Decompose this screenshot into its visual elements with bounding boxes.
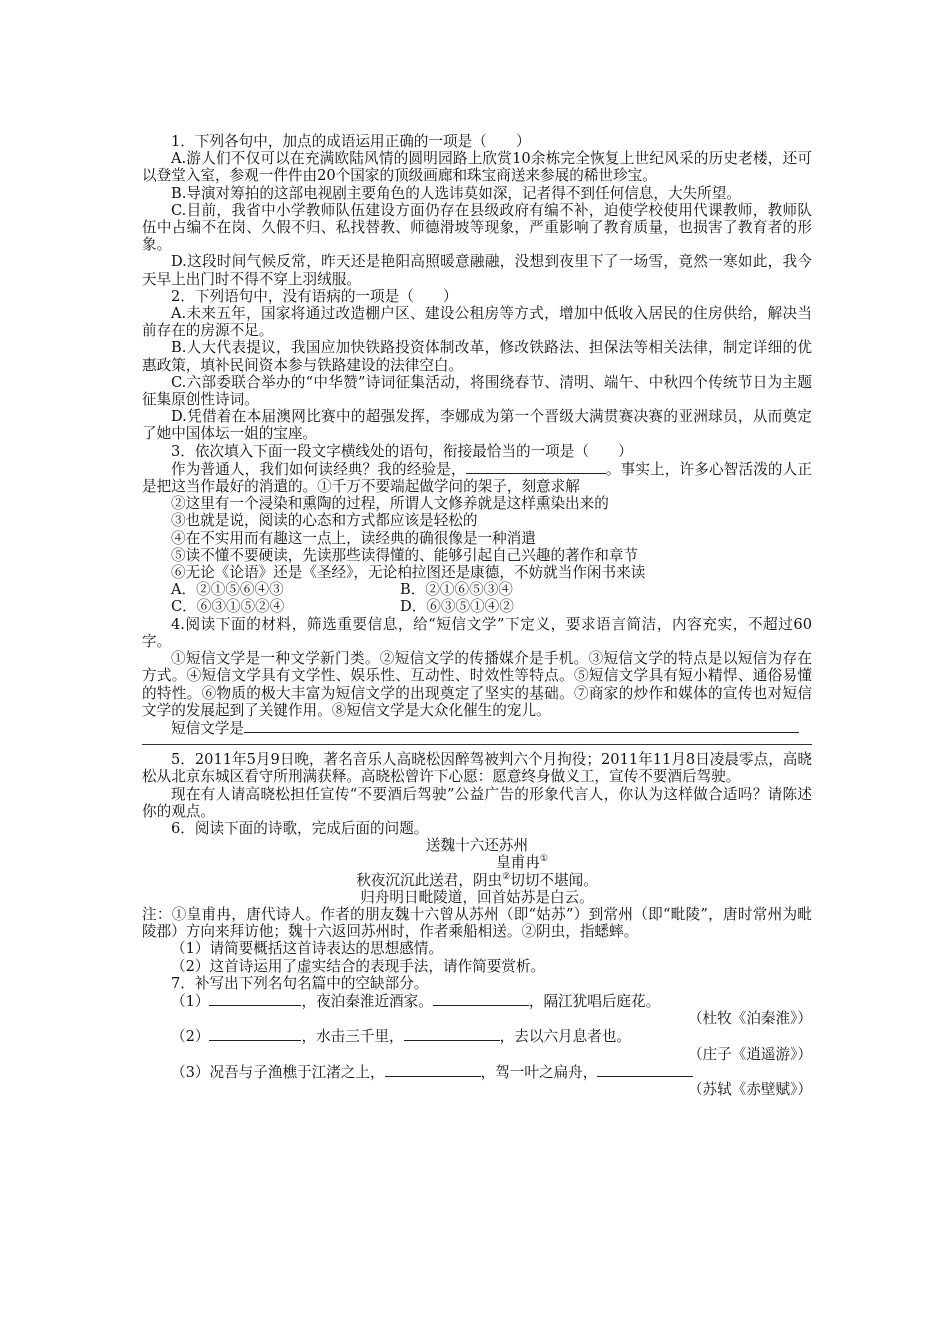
q7-line-1-end: ，隔江犹唱后庭花。 <box>528 992 661 1010</box>
q6-sub-1: （1）请简要概括这首诗表达的思想感情。 <box>171 940 443 958</box>
q2-option-b: B.人大代表提议，我国应加快铁路投资体制改革，修改铁路法、担保法等相关法律，制定详细的优惠政策，填补民间资本参与铁路建设的法律空白。 <box>142 339 812 374</box>
q4-material: ①短信文学是一种文学新门类。②短信文学的传播媒介是手机。③短信文学的特点是以短信为存在方式。④短信文学具有文学性、娱乐性、互动性、时效性等特点。⑤短信文学具有短小精悍、通俗易懂的特性。⑥物质的极大丰富为短信文学的出现奠定了坚实的基础。⑦商家的炒作和媒体的宣传也对短信文学的发展起到了关键作用。⑧短信文学是大众化催生的宠儿。 <box>142 650 812 719</box>
poem-line-1-b: 切切不堪闻。 <box>510 871 598 889</box>
q2-option-a: A.未来五年，国家将通过改造棚户区、建设公租房等方式，增加中低收入居民的住房供给，解决当前存在的房源不足。 <box>142 305 812 340</box>
q6-sub-2: （2）这首诗运用了虚实结合的表现手法，请作简要赏析。 <box>171 957 546 975</box>
q2-option-c: C.六部委联合举办的“中华赞”诗词征集活动，将围绕春节、清明、端午、中秋四个传统节日为主题征集原创性诗词。 <box>142 373 812 409</box>
q3-option-d: D．⑥③⑤①④② <box>400 598 514 616</box>
poem-author <box>142 854 812 871</box>
q3-option-a: A．②①⑤⑥④③ <box>171 581 284 599</box>
q3-item-2: ②这里有一个浸染和熏陶的过程，所谓人文修养就是这样熏染出来的 <box>171 495 609 513</box>
q1-option-d: D.这段时间气候反常，昨天还是艳阳高照暖意融融，没想到夜里下了一场雪，竟然一寒如此，我今天早上出门时不得不穿上羽绒服。 <box>142 253 812 288</box>
q2-option-d: D.凭借着在本届澳网比赛中的超强发挥，李娜成为第一个晋级大满贯赛决赛的亚洲球员，从而奠定了她中国体坛一姐的宝座。 <box>142 408 812 443</box>
q3-passage <box>142 460 812 495</box>
q4-answer-blank <box>244 719 799 733</box>
poem-line-1-a: 秋夜沉沉此送君，阴虫 <box>356 871 503 889</box>
q3-passage-end: 。事实上，许多心智活泼的人正是把这当作最好的消遣的。①千万不要端起做学问的架子，刻意求解 <box>142 460 812 496</box>
poem-author-name: 皇甫冉 <box>496 854 540 872</box>
q7-line-2 <box>142 1027 812 1045</box>
q3-options-row-1 <box>142 581 812 598</box>
q7-line-3 <box>142 1063 812 1081</box>
poem-title: 送魏十六还苏州 <box>425 837 529 855</box>
q7-stem: 7．补写出下列名句名篇中的空缺部分。 <box>171 974 429 992</box>
q2-stem: 2．下列语句中，没有语病的一项是（ ） <box>171 287 458 305</box>
q7-line-1-mid: ，夜泊秦淮近酒家。 <box>301 992 433 1010</box>
q7-line-3-mid: ，驾一叶之扁舟， <box>480 1063 598 1081</box>
q4-answer-label: 短信文学是 <box>171 719 244 737</box>
q1-option-b: B.导演对筹拍的这部电视剧主要角色的人选讳莫如深，记者得不到任何信息，大失所望。 <box>171 184 741 202</box>
q7-line-2-num: （2） <box>171 1028 210 1046</box>
q7-source-3: （苏轼《赤壁赋》） <box>687 1080 812 1098</box>
q7-blank-2 <box>433 992 529 1006</box>
q3-item-3: ③也就是说，阅读的心态和方式都应该是轻松的 <box>171 512 478 530</box>
q7-source-2: （庄子《逍遥游》） <box>687 1045 812 1063</box>
q3-stem: 3．依次填入下面一段文字横线处的语句，衔接最恰当的一项是（ ） <box>171 442 633 460</box>
q4-answer-line <box>142 719 812 737</box>
q7-blank-3 <box>209 1027 301 1041</box>
poem-note: 注：①皇甫冉，唐代诗人。作者的朋友魏十六曾从苏州（即“姑苏”）到常州（即“毗陵”，唐时常州为毗陵郡）方向来拜访他；魏十六返回苏州时，作者乘船相送。②阴虫，指蟋蟀。 <box>142 905 812 941</box>
q7-blank-5 <box>385 1063 481 1077</box>
q7-line-1-num: （1） <box>171 992 210 1010</box>
q7-blank-1 <box>209 992 301 1006</box>
poem-author-note: ① <box>539 854 548 865</box>
q3-option-b: B．②①⑥⑤③④ <box>400 581 513 599</box>
q7-line-2-mid: ，水击三千里， <box>301 1028 404 1046</box>
q7-line-1 <box>142 992 812 1010</box>
q7-line-3-start: （3）况吾与子渔樵于江渚之上， <box>171 1063 385 1081</box>
q7-line-2-end: ，去以六月息者也。 <box>499 1028 632 1046</box>
worksheet <box>142 133 812 1098</box>
q1-option-c: C.目前，我省中小学教师队伍建设方面仍存在县级政府有编不补，迫使学校使用代课教师，教师队伍中占编不在岗、久假不归、私找替教、师德滑坡等现象，严重影响了教育质量，也损害了教育者的形象。 <box>142 201 812 254</box>
q3-passage-start: 作为普通人，我们如何读经典？我的经验是， <box>171 460 466 478</box>
q3-option-c: C．⑥③①⑤②④ <box>171 598 285 616</box>
q3-item-5: ⑤读不懂不要硬读，先读那些读得懂的、能够引起自己兴趣的著作和章节 <box>171 546 639 564</box>
q7-source-1: （杜牧《泊秦淮》） <box>687 1010 812 1028</box>
q7-blank-6 <box>597 1063 693 1077</box>
q3-item-4: ④在不实用而有趣这一点上，读经典的确很像是一种消遣 <box>171 529 536 547</box>
q7-blank-4 <box>404 1027 500 1041</box>
q4-stem: 4.阅读下面的材料，筛选重要信息，给“短信文学”下定义，要求语言简洁，内容充实，不超过60字。 <box>142 615 812 650</box>
poem-line-2: 归舟明日毗陵道，回首姑苏是白云。 <box>360 888 594 906</box>
q6-stem: 6．阅读下面的诗歌，完成后面的问题。 <box>171 819 429 837</box>
q3-options-row-2 <box>142 598 812 615</box>
answer-rule <box>142 744 812 745</box>
poem-line-1-note: ② <box>502 871 511 882</box>
q1-option-a: A.游人们不仅可以在充满欧陆风情的圆明园路上欣赏10余栋完全恢复上世纪风采的历史老楼，还可以登堂入室，参观一件件由20个国家的顶级画廊和珠宝商送来参展的稀世珍宝。 <box>142 150 812 185</box>
poem-line-1 <box>142 872 812 889</box>
q5-stem: 5．2011年5月9日晚，著名音乐人高晓松因醉驾被判六个月拘役；2011年11月8日凌晨零点，高晓松从北京东城区看守所刑满获释。高晓松曾许下心愿：愿意终身做义工，宣传不要酒后驾驶。 <box>142 751 812 786</box>
q1-stem: 1．下列各句中，加点的成语运用正确的一项是（ ） <box>171 133 531 150</box>
q3-blank <box>466 460 606 474</box>
q5-question: 现在有人请高晓松担任宣传“不要酒后驾驶”公益广告的形象代言人，你认为这样做合适吗？请陈述你的观点。 <box>142 785 812 820</box>
q3-item-6: ⑥无论《论语》还是《圣经》，无论柏拉图还是康德，不妨就当作闲书来读 <box>171 564 646 582</box>
